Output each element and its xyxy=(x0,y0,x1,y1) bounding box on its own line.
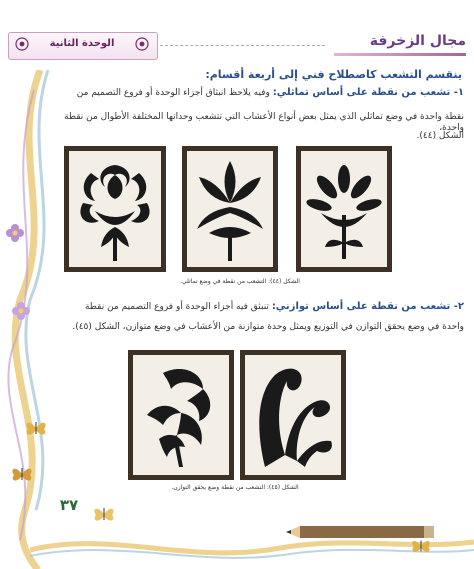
section1-paragraph-end: الشكل (٤٤). xyxy=(416,131,464,141)
butterfly-icon xyxy=(10,464,34,484)
title-underline xyxy=(334,53,466,56)
section1-lead: وفيه يلاحظ انبثاق أجزاء الوحدة أو فروع التصميم من xyxy=(76,88,270,98)
figure-44-motif-2 xyxy=(182,146,278,272)
intro-heading: ينقسم التشعب كاصطلاح فني إلى أربعة أقسام: xyxy=(205,68,462,81)
figure-45-caption: الشكل (٤٥): التشعب من نقطة وضع يحقق التوازن. xyxy=(171,484,299,491)
figure-45-motif-2 xyxy=(128,350,234,480)
section1-paragraph: نقطة واحدة في وضع تماثلي الذي يمثل بعض أنواع الأعشاب التي تتشعب وحداتها المختلفة الأطوال من نقطة واحدة، xyxy=(64,112,464,134)
symmetric-flower-motif xyxy=(301,151,387,267)
balanced-flame-motif xyxy=(245,355,341,475)
balanced-leaf-motif xyxy=(133,355,229,475)
unit-label: الوحدة الثانية xyxy=(49,38,115,49)
butterfly-icon xyxy=(410,536,432,556)
section2-lead: تنبثق فيه أجزاء الوحدة أو فروع التصميم من نقطة xyxy=(84,302,269,312)
ornament-icon xyxy=(134,36,150,52)
symmetric-palmette-motif xyxy=(69,151,161,267)
ornament-icon xyxy=(14,36,30,52)
section2-heading: ٢- تشعب من نقطة على أساس توازني: xyxy=(271,301,464,312)
figure-44-motif-3 xyxy=(64,146,166,272)
figure-44-motif-1 xyxy=(296,146,392,272)
butterfly-icon xyxy=(24,418,48,438)
page-title: مجال الزخرفة xyxy=(369,33,466,49)
flower-icon xyxy=(10,300,32,322)
page-number: ٣٧ xyxy=(59,496,79,514)
figure-45-motif-1 xyxy=(240,350,346,480)
flower-icon xyxy=(4,222,26,244)
section1-line xyxy=(40,87,464,100)
symmetric-tulip-motif xyxy=(187,151,273,267)
figure-44-caption: الشكل (٤٤): التشعب من نقطة في وضع تماثلي. xyxy=(180,278,300,285)
section1-heading: ١- تشعب من نقطة على أساس تماثلي: xyxy=(272,87,464,98)
section2-line xyxy=(40,301,464,314)
header-divider xyxy=(160,45,325,46)
section2-paragraph: واحدة في وضع يحقق التوازن في التوزيع ويمثل وحدة متوازنة من الأعشاب في وضع متوازن، الشكل (٤٥). xyxy=(72,322,464,332)
